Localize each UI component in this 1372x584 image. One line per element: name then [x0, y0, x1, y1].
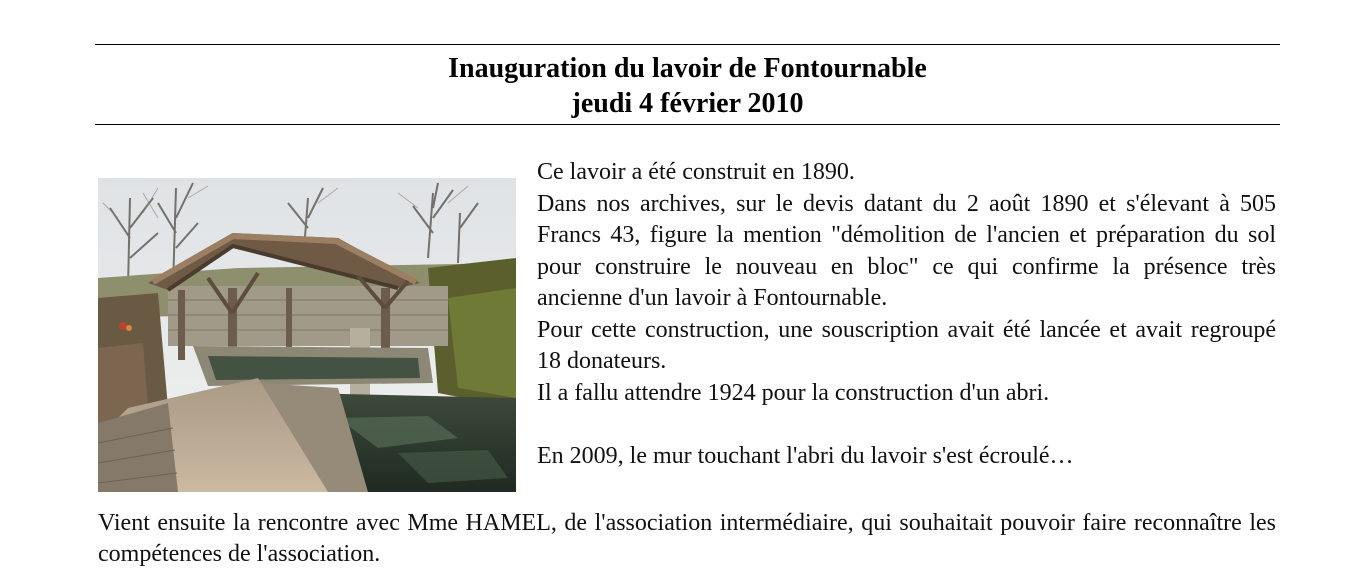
article-header [95, 51, 1280, 121]
top-rule [95, 44, 1280, 45]
body-spacer [537, 409, 1276, 441]
body-line-shelter: Il a fallu attendre 1924 pour la construction d'un abri. [537, 379, 1050, 406]
article-title: Inauguration du lavoir de Fontournable [448, 53, 927, 84]
lavoir-photo [98, 178, 516, 492]
body-paragraph-archives: Dans nos archives, sur le devis datant du 2 août 1890 et s'élevant à 505 Francs 43, figure la mention "démolition de l'ancien et préparation du sol pour construire le nouveau en bloc" ce qui confirme la présence très ancienne d'un lavoir à Fontournable. [537, 190, 1276, 311]
article-date: jeudi 4 février 2010 [571, 88, 804, 119]
body-line-construction: Ce lavoir a été construit en 1890. [537, 159, 855, 185]
bottom-rule [95, 124, 1280, 125]
closing-paragraph: Vient ensuite la rencontre avec Mme HAMEL, de l'association intermédiaire, qui souhaitait pouvoir faire reconnaître les compétences de l'association. [98, 510, 1276, 567]
body-line-collapse: En 2009, le mur touchant l'abri du lavoir s'est écroulé… [537, 442, 1074, 469]
article-body [537, 157, 1276, 472]
body-paragraph-subscription: Pour cette construction, une souscription avait été lancée et avait regroupé 18 donateurs. [537, 316, 1276, 374]
